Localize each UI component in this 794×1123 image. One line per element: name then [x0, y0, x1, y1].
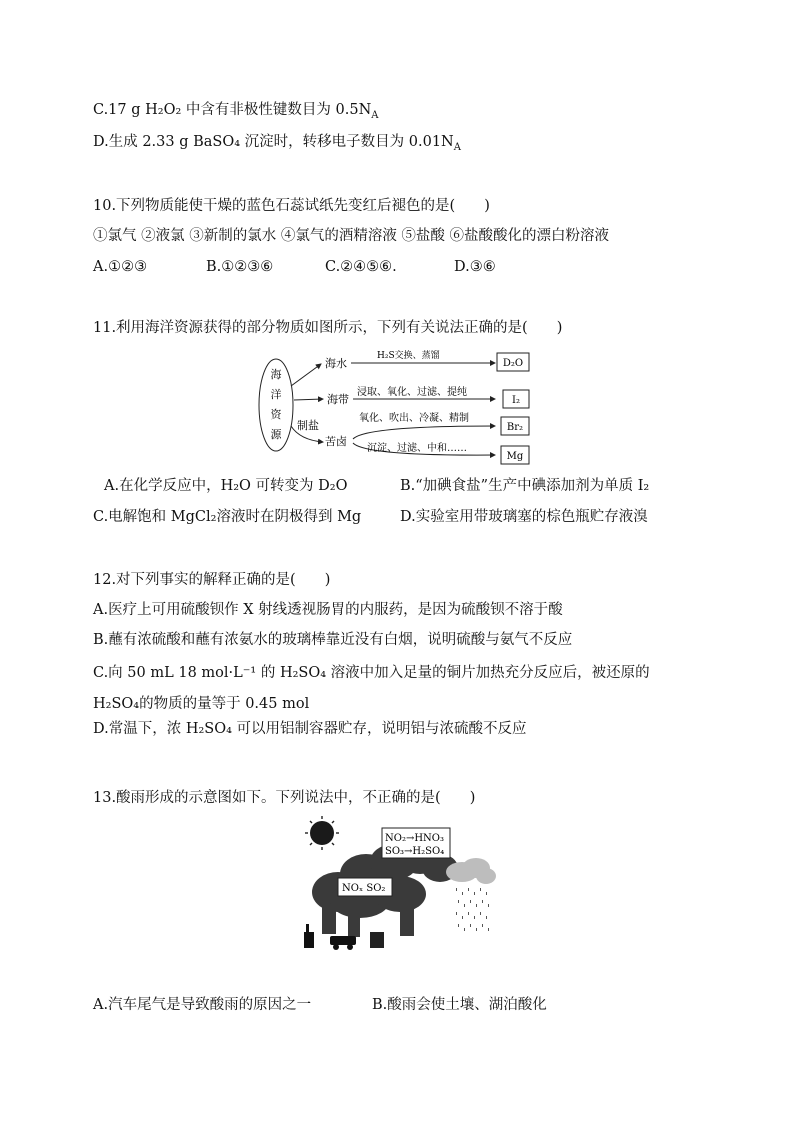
q10-stem: 10.下列物质能使干燥的蓝色石蕊试纸先变红后褪色的是( )	[93, 198, 490, 214]
q9-option-c	[93, 100, 379, 126]
rain-drops	[456, 888, 489, 931]
q9-option-d-sub: A	[453, 141, 461, 153]
ocean-char-4: 源	[270, 428, 282, 441]
step2-label: 浸取、氧化、过滤、提纯	[357, 387, 467, 398]
sun-icon	[305, 816, 339, 850]
q11-option-c: C.电解饱和 MgCl₂溶液时在阴极得到 Mg	[93, 509, 362, 525]
q12-stem: 12.对下列事实的解释正确的是( )	[93, 572, 331, 588]
q9-option-c-text: C.17 g H₂O₂ 中含有非极性键数目为 0.5N	[93, 102, 372, 118]
step3-label: 氧化、吹出、冷凝、精制	[359, 413, 469, 424]
q10-option-a: A.①②③	[93, 259, 148, 275]
step1-label: H₂S交换、蒸馏	[377, 351, 440, 361]
step4-label: 沉淀、过滤、中和……	[367, 443, 467, 454]
q12-option-c-line2: H₂SO₄的物质的量等于 0.45 mol	[93, 696, 310, 712]
cloud-label: NOₓ SO₂	[342, 883, 386, 894]
q12-option-c-line1: C.向 50 mL 18 mol·L⁻¹ 的 H₂SO₄ 溶液中加入足量的铜片加热充分反应后，被还原的	[93, 665, 650, 681]
bittern-label: 苦卤	[325, 435, 347, 448]
q11-stem: 11.利用海洋资源获得的部分物质如图所示，下列有关说法正确的是( )	[93, 320, 563, 336]
acid-rain-illustration	[300, 814, 500, 952]
q9-option-d-text: D.生成 2.33 g BaSO₄ 沉淀时，转移电子数目为 0.01N	[93, 134, 454, 150]
seawater-label: 海水	[325, 357, 347, 370]
q11-diagram	[255, 348, 545, 468]
q10-option-c: C.②④⑤⑥.	[325, 259, 397, 275]
q10-option-d: D.③⑥	[454, 259, 496, 275]
q11-option-b: B.“加碘食盐”生产中碘添加剂为单质 I₂	[400, 478, 650, 494]
reaction-line-2: SO₃→H₂SO₄	[385, 846, 445, 857]
q10-items: ①氯气 ②液氯 ③新制的氯水 ④氯气的酒精溶液 ⑤盐酸 ⑥盐酸酸化的漂白粉溶液	[93, 228, 610, 244]
product-br2-label: Br₂	[506, 422, 524, 433]
reaction-line-1: NO₂→HNO₃	[385, 833, 445, 844]
ocean-char-2: 洋	[270, 388, 282, 401]
q9-option-d	[93, 132, 461, 158]
building-icon	[370, 932, 384, 948]
q11-option-a: A.在化学反应中，H₂O 可转变为 D₂O	[104, 478, 348, 494]
q10-option-b: B.①②③⑥	[206, 259, 274, 275]
kelp-label: 海带	[327, 393, 349, 406]
q13-stem: 13.酸雨形成的示意图如下。下列说法中，不正确的是( )	[93, 790, 476, 806]
ocean-char-3: 资	[270, 408, 282, 421]
product-d2o-label: D₂O	[502, 358, 524, 369]
q12-option-b: B.蘸有浓硫酸和蘸有浓氨水的玻璃棒靠近没有白烟，说明硫酸与氨气不反应	[93, 632, 573, 648]
factory-icon	[304, 924, 314, 948]
q9-option-c-sub: A	[371, 109, 379, 121]
car-icon	[330, 936, 356, 950]
q13-option-b: B.酸雨会使土壤、湖泊酸化	[372, 997, 547, 1013]
q11-option-d: D.实验室用带玻璃塞的棕色瓶贮存液溴	[400, 509, 648, 525]
ocean-char-1: 海	[270, 368, 282, 381]
q13-option-a: A.汽车尾气是导致酸雨的原因之一	[93, 997, 312, 1013]
q12-option-a: A.医疗上可用硫酸钡作 X 射线透视肠胃的内服药，是因为硫酸钡不溶于酸	[93, 602, 563, 618]
product-mg-label: Mg	[506, 451, 524, 462]
make-salt-label: 制盐	[297, 419, 319, 432]
product-i2-label: I₂	[512, 395, 520, 406]
q12-option-d: D.常温下，浓 H₂SO₄ 可以用铝制容器贮存，说明铝与浓硫酸不反应	[93, 721, 527, 737]
